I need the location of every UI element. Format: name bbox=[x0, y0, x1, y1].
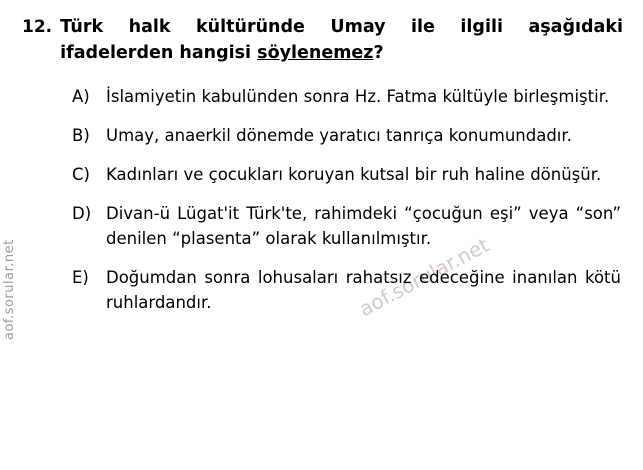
option-b-letter: B) bbox=[72, 126, 90, 145]
question-block bbox=[0, 14, 643, 329]
option-d-letter: D) bbox=[72, 204, 92, 223]
question-text-underlined: söylenemez bbox=[257, 43, 374, 63]
option-e-text: Doğumdan sonra lohusaları rahatsız edeceğine inanılan kötü ruhlardandır. bbox=[106, 268, 621, 312]
options-list bbox=[0, 84, 643, 315]
option-a-text: İslamiyetin kabulünden sonra Hz. Fatma kültüyle birleşmiştir. bbox=[106, 87, 610, 106]
option-a[interactable] bbox=[72, 84, 621, 109]
side-watermark: aof.sorular.net bbox=[2, 239, 17, 340]
question-header bbox=[0, 14, 643, 66]
option-b[interactable] bbox=[72, 123, 621, 148]
question-text bbox=[60, 14, 623, 66]
diagonal-watermark: aof.sorular.net bbox=[355, 232, 493, 322]
option-c[interactable] bbox=[72, 162, 621, 187]
question-number: 12. bbox=[22, 17, 53, 37]
option-d-text: Divan-ü Lügat'it Türk'te, rahimdeki “çocuğun eşi” veya “son” denilen “plasenta” olarak kullanılmıştır. bbox=[106, 204, 621, 248]
option-e[interactable] bbox=[72, 265, 621, 315]
question-text-before: Türk halk kültüründe Umay ile ilgili aşağıdaki ifadelerden hangisi bbox=[60, 17, 623, 63]
option-b-text: Umay, anaerkil dönemde yaratıcı tanrıça konumundadır. bbox=[106, 126, 572, 145]
option-e-letter: E) bbox=[72, 268, 89, 287]
question-text-after: ? bbox=[373, 43, 384, 63]
option-c-text: Kadınları ve çocukları koruyan kutsal bir ruh haline dönüşür. bbox=[106, 165, 602, 184]
option-d[interactable] bbox=[72, 201, 621, 251]
option-a-letter: A) bbox=[72, 87, 90, 106]
option-c-letter: C) bbox=[72, 165, 90, 184]
